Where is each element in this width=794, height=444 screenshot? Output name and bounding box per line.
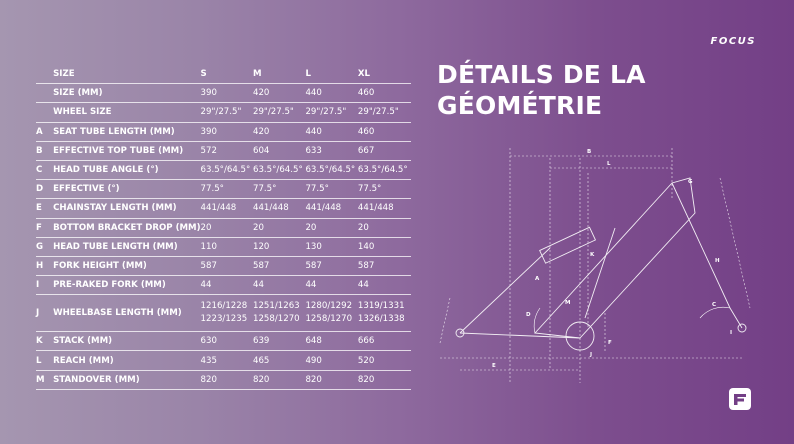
cell-size-xl: 441/448: [358, 199, 411, 218]
header-param: SIZE: [53, 65, 200, 84]
row-param: WHEEL SIZE: [53, 103, 200, 122]
row-param: CHAINSTAY LENGTH (MM): [53, 199, 200, 218]
label-e: E: [492, 363, 496, 369]
label-h: H: [715, 258, 720, 264]
table-row: [36, 218, 411, 237]
row-letter: M: [36, 370, 53, 389]
cell-size-xl: 520: [358, 351, 411, 370]
cell-size-xl: 587: [358, 256, 411, 275]
cell-size-s: 587: [201, 256, 253, 275]
row-param: BOTTOM BRACKET DROP (MM): [53, 218, 200, 237]
cell-size-s: 390: [201, 122, 253, 141]
row-letter: H: [36, 256, 53, 275]
row-param: STACK (MM): [53, 332, 200, 351]
cell-size-m: 441/448: [253, 199, 305, 218]
table-row: [36, 332, 411, 351]
cell-size-l: [305, 295, 357, 332]
header-size-xl: XL: [358, 65, 411, 84]
fork: [672, 183, 742, 328]
cell-size-l: 44: [305, 276, 357, 295]
row-letter: I: [36, 276, 53, 295]
label-j: J: [590, 352, 593, 358]
table-row: [36, 180, 411, 199]
wheelbase-value: 1258/1270: [253, 314, 300, 325]
cell-size-l: 20: [305, 218, 357, 237]
cell-size-m: 44: [253, 276, 305, 295]
table-header-row: [36, 65, 411, 84]
row-letter: C: [36, 160, 53, 179]
wheelbase-value: 1258/1270: [305, 314, 353, 325]
wheelbase-value: 1326/1338: [357, 314, 405, 325]
cell-size-xl: 820: [358, 370, 411, 389]
cell-size-m: 63.5°/64.5°: [253, 160, 305, 179]
cell-size-l: 648: [305, 332, 357, 351]
row-param: EFFECTIVE TOP TUBE (MM): [53, 141, 200, 160]
table-row: [36, 370, 411, 389]
cell-size-xl: 667: [358, 141, 411, 160]
cell-size-s: 630: [201, 332, 253, 351]
row-letter: [36, 84, 53, 103]
bike-geometry-diagram: [430, 138, 760, 388]
cell-size-xl: 44: [358, 276, 411, 295]
cell-size-l: 440: [305, 84, 357, 103]
row-param: SIZE (MM): [53, 84, 200, 103]
cell-size-m: 120: [253, 237, 305, 256]
label-b: B: [587, 149, 592, 155]
row-letter: D: [36, 180, 53, 199]
label-a: A: [535, 276, 540, 282]
row-letter: A: [36, 122, 53, 141]
label-c: C: [712, 302, 717, 308]
cell-size-xl: 140: [358, 237, 411, 256]
table-row: [36, 276, 411, 295]
cell-size-l: 63.5°/64.5°: [305, 160, 357, 179]
shock: [540, 227, 596, 263]
cell-size-m: 820: [253, 370, 305, 389]
cell-size-s: 110: [201, 237, 253, 256]
cell-size-l: 440: [305, 122, 357, 141]
page-title: [437, 59, 757, 121]
row-param: STANDOVER (MM): [53, 370, 200, 389]
cell-size-xl: 460: [358, 84, 411, 103]
table-row: [36, 122, 411, 141]
seatstay: [460, 248, 550, 333]
cell-size-s: 44: [201, 276, 253, 295]
frame-outline: [535, 178, 695, 338]
row-letter: L: [36, 351, 53, 370]
table-row: [36, 103, 411, 122]
cell-size-s: 820: [201, 370, 253, 389]
cell-size-l: 633: [305, 141, 357, 160]
cell-size-xl: 63.5°/64.5°: [358, 160, 411, 179]
header-size-l: L: [305, 65, 357, 84]
wheelbase-value: 1251/1263: [253, 301, 300, 312]
table-row: [36, 160, 411, 179]
cell-size-l: 490: [305, 351, 357, 370]
cell-size-l: 441/448: [305, 199, 357, 218]
cell-size-xl: 20: [358, 218, 411, 237]
row-letter: G: [36, 237, 53, 256]
row-param: PRE-RAKED FORK (MM): [53, 276, 200, 295]
title-line-2: GÉOMÉTRIE: [437, 91, 603, 120]
cell-size-m: 604: [253, 141, 305, 160]
wheelbase-value: 1319/1331: [357, 301, 405, 312]
header-size-s: S: [201, 65, 253, 84]
header-size-m: M: [253, 65, 305, 84]
table-row: [36, 351, 411, 370]
cell-size-s: 435: [201, 351, 253, 370]
wheelbase-value: 1216/1228: [200, 301, 248, 312]
label-l: L: [607, 161, 611, 167]
cell-size-l: 29"/27.5": [305, 103, 357, 122]
row-letter: B: [36, 141, 53, 160]
cell-size-m: [253, 295, 305, 332]
cell-size-m: 587: [253, 256, 305, 275]
row-letter: J: [36, 295, 53, 332]
cell-size-s: 29"/27.5": [201, 103, 253, 122]
row-param: SEAT TUBE LENGTH (MM): [53, 122, 200, 141]
label-m: M: [565, 300, 571, 306]
cell-size-l: 77.5°: [305, 180, 357, 199]
cell-size-m: 639: [253, 332, 305, 351]
chainstay: [460, 333, 580, 338]
header-letter: [36, 65, 53, 84]
cell-size-xl: 77.5°: [358, 180, 411, 199]
table-row: [36, 84, 411, 103]
label-d: D: [526, 312, 531, 318]
title-line-1: DÉTAILS DE LA: [437, 60, 646, 89]
row-param: REACH (MM): [53, 351, 200, 370]
table-row: [36, 199, 411, 218]
geometry-table: [36, 65, 411, 390]
table-row: [36, 256, 411, 275]
cell-size-m: 77.5°: [253, 180, 305, 199]
cell-size-s: 390: [201, 84, 253, 103]
focus-logo: FOCUS: [710, 36, 756, 47]
table-row-wheelbase: [36, 295, 411, 332]
label-f: F: [608, 340, 612, 346]
row-param: EFFECTIVE (°): [53, 180, 200, 199]
row-letter: E: [36, 199, 53, 218]
cell-size-l: 820: [305, 370, 357, 389]
cell-size-xl: 460: [358, 122, 411, 141]
row-param: FORK HEIGHT (MM): [53, 256, 200, 275]
cell-size-xl: 29"/27.5": [358, 103, 411, 122]
cell-size-s: 572: [201, 141, 253, 160]
row-letter: K: [36, 332, 53, 351]
row-letter: F: [36, 218, 53, 237]
table-row: [36, 237, 411, 256]
cell-size-m: 29"/27.5": [253, 103, 305, 122]
label-g: G: [688, 179, 693, 185]
wheelbase-value: 1223/1235: [200, 314, 248, 325]
cell-size-s: 77.5°: [201, 180, 253, 199]
row-letter: [36, 103, 53, 122]
label-k: K: [590, 252, 595, 258]
wheelbase-value: 1280/1292: [305, 301, 353, 312]
cell-size-l: 587: [305, 256, 357, 275]
cell-size-m: 420: [253, 122, 305, 141]
cell-size-s: [201, 295, 253, 332]
cell-size-l: 130: [305, 237, 357, 256]
cell-size-xl: 666: [358, 332, 411, 351]
cell-size-m: 20: [253, 218, 305, 237]
cell-size-s: 441/448: [201, 199, 253, 218]
cell-size-s: 63.5°/64.5°: [201, 160, 253, 179]
row-param: HEAD TUBE ANGLE (°): [53, 160, 200, 179]
cell-size-m: 465: [253, 351, 305, 370]
row-param: HEAD TUBE LENGTH (MM): [53, 237, 200, 256]
table-row: [36, 141, 411, 160]
focus-badge-icon: [729, 388, 751, 410]
row-param: WHEELBASE LENGTH (MM): [53, 295, 200, 332]
label-i: I: [730, 330, 733, 336]
cell-size-s: 20: [201, 218, 253, 237]
cell-size-m: 420: [253, 84, 305, 103]
cell-size-xl: [358, 295, 411, 332]
